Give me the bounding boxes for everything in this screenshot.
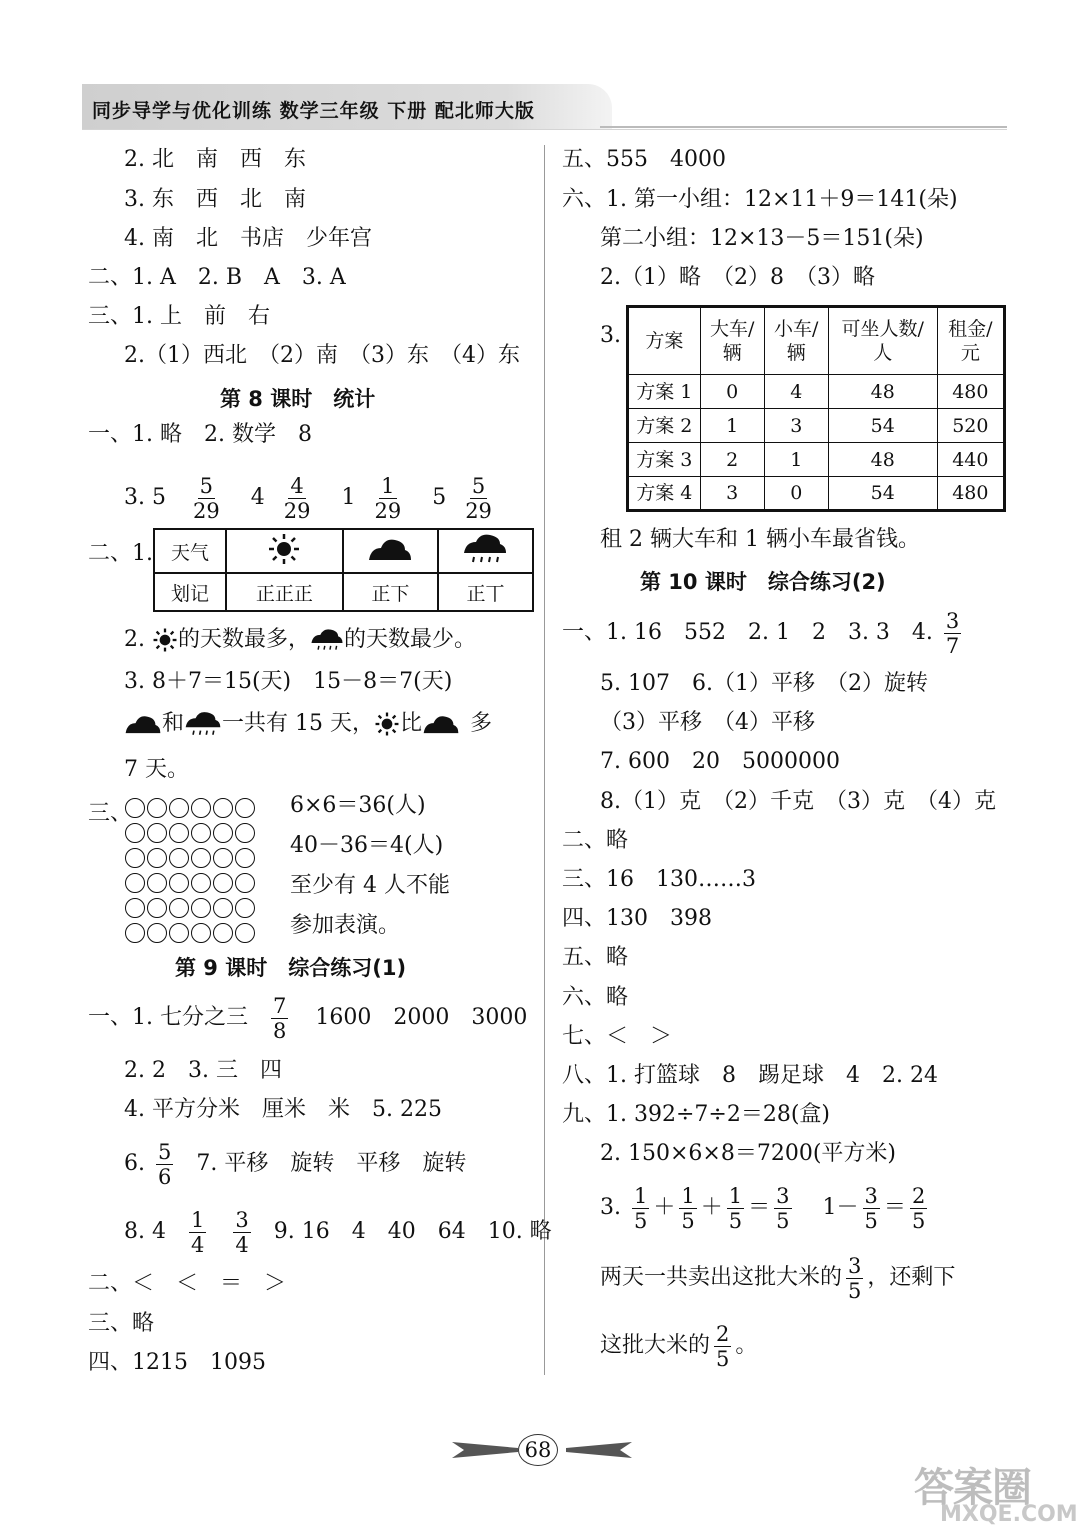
fraction-line: 3. $\frac{1}{5}$ ＋ $\frac{1}{5}$ ＋ $\frac{1}{5}$ ＝ $\frac{3}{5}$ 1－ $\frac{3}{5}$ ＝ $\frac{2}{5}$ — [600, 1183, 926, 1233]
answer-line: 和 一共有 15 天， 比 多 — [124, 710, 492, 738]
answer-line: 2.（1）西北 （2）南 （3）东 （4）东 — [124, 343, 520, 368]
answer-line: 3. — [600, 323, 621, 348]
table-cell: 方案 3 — [628, 443, 701, 477]
sun-icon — [374, 711, 400, 737]
answer-line: 参加表演。 — [290, 913, 401, 938]
table-cell: 0 — [700, 375, 764, 409]
answer-line: 7. 600 20 5000000 — [600, 749, 840, 774]
table-header-cell: 可坐人数/ 人 — [828, 307, 937, 375]
table-cell: 方案 4 — [628, 477, 701, 511]
answer-line: 8.（1）克 （2）千克 （3）克 （4）克 — [600, 789, 996, 814]
table-row — [628, 443, 1005, 477]
answer-line: 六、1. 第一小组：12×11＋9＝141(朵) — [562, 187, 958, 212]
fraction-line: 一、1. 16 552 2. 1 2 3. 3 4. $\frac{3}{7}$ — [562, 608, 960, 658]
answer-line: 二、＜ ＜ ＝ ＞ — [88, 1271, 287, 1296]
answer-line: 6×6＝36(人) — [290, 793, 426, 818]
answer-line: 九、1. 392÷7÷2＝28(盒) — [562, 1102, 830, 1127]
section-title: 第 10 课时 综合练习(2) — [640, 570, 886, 594]
answer-line: 2.（1）略 （2）8 （3）略 — [600, 265, 875, 290]
table-cell: 划记 — [154, 573, 226, 611]
answer-line: 租 2 辆大车和 1 辆小车最省钱。 — [600, 527, 920, 552]
answer-line: 2. 2 3. 三 四 — [124, 1058, 282, 1083]
table-row — [628, 375, 1005, 409]
rain-cloud-icon — [438, 529, 533, 573]
answer-line: 3. 8＋7＝15(天) 15－8＝7(天) — [124, 669, 453, 694]
cloud-icon — [422, 713, 460, 735]
answer-line: 七、＜ ＞ — [562, 1024, 673, 1049]
answer-line: 二、1. A 2. B A 3. A — [88, 265, 346, 290]
table-cell: 2 — [700, 443, 764, 477]
answer-line: 三、略 — [88, 1311, 155, 1336]
cloud-icon — [124, 713, 162, 735]
answer-line: 二、1. — [88, 541, 153, 566]
table-cell: 48 — [828, 375, 937, 409]
table-cell: 480 — [937, 477, 1004, 511]
table-row — [628, 477, 1005, 511]
header-rule-thin — [82, 129, 1007, 130]
answer-line: 7 天。 — [124, 757, 189, 782]
sun-icon — [152, 627, 178, 653]
rental-plan-table — [626, 305, 1006, 512]
section-title: 第 9 课时 综合练习(1) — [175, 956, 407, 980]
table-header-cell: 小车/ 辆 — [764, 307, 828, 375]
cloud-icon — [343, 529, 438, 573]
table-cell: 3 — [764, 409, 828, 443]
watermark-url: MXQE.COM — [940, 1502, 1078, 1527]
answer-line: 4. 平方分米 厘米 米 5. 225 — [124, 1097, 442, 1122]
table-cell: 54 — [828, 409, 937, 443]
answer-line: 三、1. 上 前 右 — [88, 304, 270, 329]
fraction-line: 6. $\frac{5}{6}$ 7. 平移 旋转 平移 旋转 — [124, 1139, 467, 1189]
table-cell: 正丅 — [438, 573, 533, 611]
answer-line: 三、16 130……3 — [562, 867, 756, 892]
fraction-line: 两天一共卖出这批大米的 $\frac{3}{5}$ ，还剩下 — [600, 1253, 956, 1303]
answer-line: 四、130 398 — [562, 906, 712, 931]
answer-line: 2. 150×6×8＝7200(平方米) — [600, 1141, 896, 1166]
table-header-cell: 大车/ 辆 — [700, 307, 764, 375]
table-cell: 4 — [764, 375, 828, 409]
fraction-line: 一、1. 七分之三 $\frac{7}{8}$ 1600 2000 3000 — [88, 993, 528, 1043]
table-header-cell: 租金/ 元 — [937, 307, 1004, 375]
answer-line: 5. 107 6.（1）平移 （2）旋转 — [600, 671, 928, 696]
answer-line: 一、1. 略 2. 数学 8 — [88, 422, 312, 447]
table-cell: 正正正 — [226, 573, 343, 611]
fraction-line: 8. 4 $\frac{1}{4}$ $\frac{3}{4}$ 9. 16 4 40 64 10. 略 — [124, 1207, 552, 1257]
watermark-logo: 答案圈 — [914, 1465, 1031, 1511]
answer-line: 二、略 — [562, 828, 629, 853]
rain-cloud-icon — [184, 710, 222, 738]
table-cell: 1 — [700, 409, 764, 443]
answer-line: 2. 的天数最多， 的天数最少。 — [124, 627, 477, 652]
answer-line: 至少有 4 人不能 — [290, 873, 450, 898]
table-cell: 天气 — [154, 529, 226, 573]
table-cell: 48 — [828, 443, 937, 477]
sun-icon — [226, 529, 343, 573]
answer-line: （3）平移 （4）平移 — [600, 710, 815, 735]
column-divider — [544, 145, 545, 1375]
answer-line: 六、略 — [562, 985, 629, 1010]
weather-tally-table — [153, 528, 534, 612]
answer-line: 三、 — [88, 801, 133, 826]
fraction-line: 3. 5 $\frac{5}{29}$ 4 $\frac{4}{29}$ 1 $\frac{1}{29}$ 5 $\frac{5}{29}$ — [124, 473, 492, 523]
table-cell: 520 — [937, 409, 1004, 443]
answer-line: 八、1. 打篮球 8 踢足球 4 2. 24 — [562, 1063, 938, 1088]
answer-line: 第二小组：12×13－5＝151(朵) — [600, 226, 924, 251]
table-cell: 方案 1 — [628, 375, 701, 409]
table-cell: 480 — [937, 375, 1004, 409]
answer-line: 2. 北 南 西 东 — [124, 147, 306, 172]
table-header-cell: 方案 — [628, 307, 701, 375]
table-cell: 54 — [828, 477, 937, 511]
answer-line: 40－36＝4(人) — [290, 833, 444, 858]
table-cell: 440 — [937, 443, 1004, 477]
answer-line: 五、略 — [562, 945, 629, 970]
table-row — [628, 409, 1005, 443]
answer-line: 3. 东 西 北 南 — [124, 187, 306, 212]
fraction-line: 这批大米的 $\frac{2}{5}$ 。 — [600, 1321, 758, 1371]
table-cell: 0 — [764, 477, 828, 511]
answer-line: 五、555 4000 — [562, 147, 726, 172]
page-number: 68 — [518, 1434, 558, 1466]
answer-line: 四、1215 1095 — [88, 1350, 266, 1375]
table-cell: 方案 2 — [628, 409, 701, 443]
table-cell: 正下 — [343, 573, 438, 611]
rain-cloud-icon — [310, 627, 344, 653]
table-cell: 3 — [700, 477, 764, 511]
table-cell: 1 — [764, 443, 828, 477]
book-title: 同步导学与优化训练 数学三年级 下册 配北师大版 — [92, 100, 535, 122]
header-rule — [600, 126, 1007, 128]
section-title: 第 8 课时 统计 — [220, 387, 376, 411]
answer-line: 4. 南 北 书店 少年宫 — [124, 226, 372, 251]
